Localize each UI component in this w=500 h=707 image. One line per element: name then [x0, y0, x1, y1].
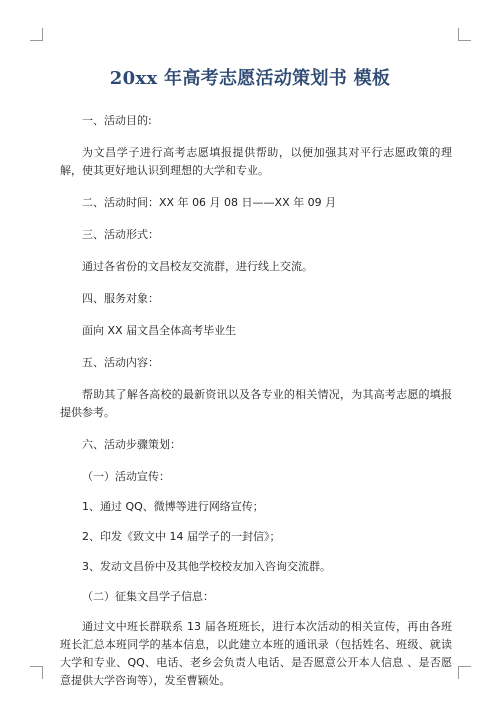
heading-content: 五、活动内容： [82, 356, 159, 369]
paragraph-collect-info: 通过文中班长群联系 13 届各班班长，进行本次活动的相关宣传，再由各班班长汇总本班同学的基本信息，以此建立本班的通讯录（包括姓名、班级、就读大学和专业、QQ、电话、老乡会负责人电话、是否愿意公开本人信息 、是否愿意提供大学咨询等），发至曹颖处。 [60, 620, 452, 687]
page-corner-mark [30, 28, 43, 41]
heading-time: 二、活动时间：XX 年 06 月 08 日——XX 年 09 月 [82, 196, 337, 209]
page-corner-mark [30, 666, 43, 679]
heading-steps: 六、活动步骤策划： [82, 438, 181, 451]
paragraph-purpose: 为文昌学子进行高考志愿填报提供帮助，以便加强其对平行志愿政策的理解，使其更好地认识到理想的大学和专业。 [60, 146, 452, 177]
paragraph-form: 通过各省份的文昌校友交流群，进行线上交流。 [82, 260, 313, 273]
heading-purpose: 一、活动目的: [82, 114, 152, 127]
paragraph-audience: 面向 XX 届文昌全体高考毕业生 [82, 324, 237, 337]
heading-form: 三、活动形式： [82, 228, 159, 241]
document-body [60, 112, 452, 704]
page-corner-mark [458, 666, 471, 679]
heading-audience: 四、服务对象： [82, 292, 159, 305]
paragraph-content: 帮助其了解各高校的最新资讯以及各专业的相关情况，为其高考志愿的填报提供参考。 [60, 388, 452, 419]
page-corner-mark [458, 28, 471, 41]
list-item: 2、印发《致文中 14 届学子的一封信》； [82, 530, 281, 543]
subheading-promotion: （一）活动宣传： [82, 470, 170, 483]
list-item: 3、发动文昌侨中及其他学校校友加入咨询交流群。 [82, 560, 331, 573]
list-item: 1、通过 QQ、微博等进行网络宣传； [82, 500, 264, 513]
document-title: 20xx 年高考志愿活动策划书 模板 [109, 68, 391, 89]
subheading-collect-info: （二）征集文昌学子信息： [82, 590, 214, 603]
